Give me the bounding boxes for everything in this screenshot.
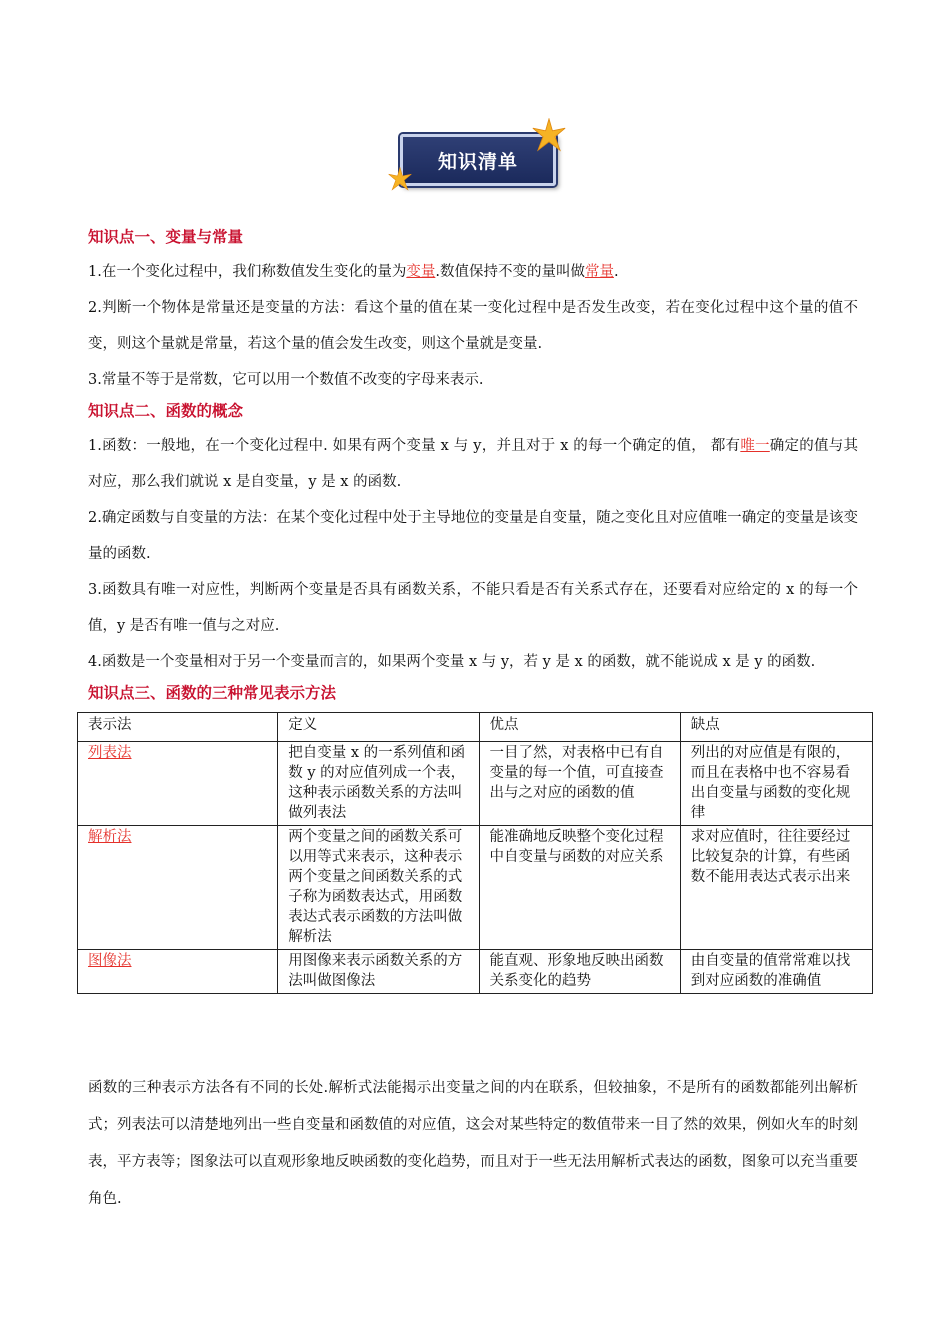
table-row (78, 950, 873, 994)
table-header-cell: 定义 (278, 713, 479, 742)
table-header-row (78, 713, 873, 742)
table-cell: 一目了然，对表格中已有自变量的每一个值，可直接查出与之对应的函数的值 (479, 742, 680, 826)
table-cell: 把自变量 x 的一系列值和函数 y 的对应值列成一个表，这种表示函数关系的方法叫做列表法 (278, 742, 479, 826)
keyword-variable: 变量 (406, 264, 436, 280)
method-name: 解析法 (88, 829, 132, 845)
paragraph: 3.常量不等于是常数，它可以用一个数值不改变的字母来表示. (88, 372, 484, 388)
badge-title: 知识清单 (437, 150, 518, 173)
table-header-cell: 优点 (479, 713, 680, 742)
paragraph: 1.在一个变化过程中，我们称数值发生变化的量为变量.数值保持不变的量叫做常量. (88, 264, 619, 280)
table-cell: 能直观、形象地反映出函数关系变化的趋势 (479, 950, 680, 994)
table-header-cell: 表示法 (78, 713, 278, 742)
section-badge (388, 120, 568, 195)
paragraph: 1.函数：一般地，在一个变化过程中. 如果有两个变量 x 与 y，并且对于 x 的每一个确定的值， 都有唯一确定的值与其对应，那么我们就说 x 是自变量，y 是 x 的函数. (88, 438, 858, 490)
summary-paragraph: 函数的三种表示方法各有不同的长处.解析式法能揭示出变量之间的内在联系，但较抽象，不是所有的函数都能列出解析式；列表法可以清楚地列出一些自变量和函数值的对应值，这会对某些特定的数值带来一目了然的效果，例如火车的时刻表，平方表等；图象法可以直观形象地反映函数的变化趋势，而且对于一些无法用解析式表达的函数，图象可以充当重要角色. (88, 1080, 858, 1207)
representation-table (77, 712, 873, 994)
star-icon (532, 118, 566, 152)
section-heading-3: 知识点三、函数的三种常见表示方法 (88, 684, 337, 702)
table-cell: 求对应值时，往往要经过比较复杂的计算，有些函数不能用表达式表示出来 (680, 826, 872, 950)
star-icon (388, 167, 412, 191)
paragraph: 4.函数是一个变量相对于另一个变量而言的，如果两个变量 x 与 y，若 y 是 x 的函数，就不能说成 x 是 y 的函数. (88, 654, 816, 670)
method-name: 列表法 (88, 745, 132, 761)
paragraph: 3.函数具有唯一对应性，判断两个变量是否具有函数关系，不能只看是否有关系式存在，还要看对应给定的 x 的每一个值，y 是否有唯一值与之对应. (88, 582, 858, 634)
paragraph: 2.确定函数与自变量的方法：在某个变化过程中处于主导地位的变量是自变量，随之变化且对应值唯一确定的变量是该变量的函数. (88, 510, 858, 562)
section-heading-1: 知识点一、变量与常量 (88, 228, 244, 246)
paragraph: 2.判断一个物体是常量还是变量的方法：看这个量的值在某一变化过程中是否发生改变，若在变化过程中这个量的值不变，则这个量就是常量，若这个量的值会发生改变，则这个量就是变量. (88, 300, 858, 352)
table-row (78, 826, 873, 950)
keyword-unique: 唯一 (740, 438, 770, 454)
method-name: 图像法 (88, 953, 132, 969)
summary-block (88, 1070, 858, 1218)
table-cell: 由自变量的值常常难以找到对应函数的准确值 (680, 950, 872, 994)
keyword-constant: 常量 (584, 264, 614, 280)
table-cell: 能准确地反映整个变化过程中自变量与函数的对应关系 (479, 826, 680, 950)
table-cell: 用图像来表示函数关系的方法叫做图像法 (278, 950, 479, 994)
table-row (78, 742, 873, 826)
table-cell: 两个变量之间的函数关系可以用等式来表示，这种表示两个变量之间函数关系的式子称为函数表达式，用函数表达式表示函数的方法叫做解析法 (278, 826, 479, 950)
section-heading-2: 知识点二、函数的概念 (88, 402, 244, 420)
table-header-cell: 缺点 (680, 713, 872, 742)
table-cell: 列出的对应值是有限的，而且在表格中也不容易看出自变量与函数的变化规律 (680, 742, 872, 826)
document-body (88, 224, 858, 994)
